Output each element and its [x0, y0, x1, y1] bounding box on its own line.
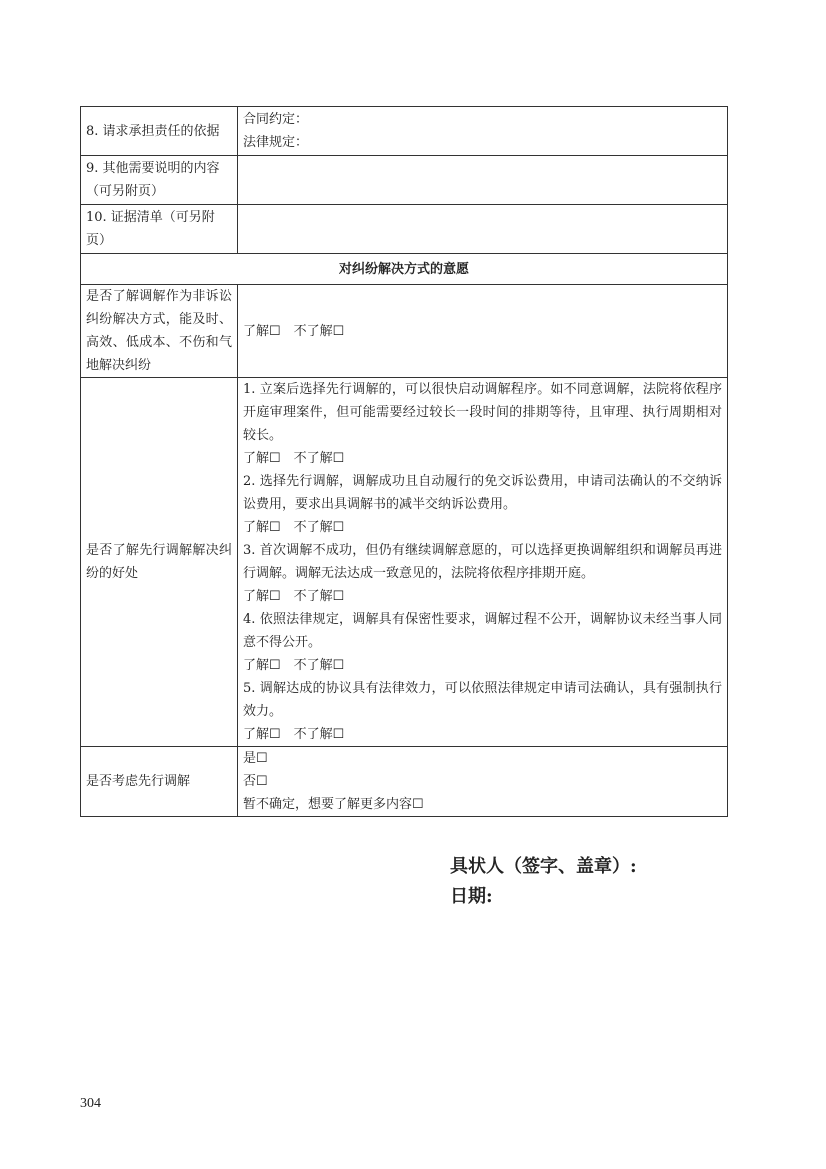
date-line: 日期:	[450, 886, 493, 907]
row-other	[81, 156, 728, 205]
benefit-3-text: 3. 首次调解不成功，但仍有继续调解意愿的，可以选择更换调解组织和调解员再进行调解。调解无法达成一致意见的，法院将依程序排期开庭。	[243, 543, 722, 581]
signer-line: 具状人（签字、盖章）:	[450, 856, 637, 877]
page-number: 304	[80, 1096, 101, 1111]
other-label: 9. 其他需要说明的内容（可另附页）	[81, 156, 238, 205]
option-undecided: 暂不确定，想要了解更多内容☐	[243, 797, 424, 812]
row-q1	[81, 285, 728, 378]
q3-options	[238, 747, 728, 817]
row-q2	[81, 378, 728, 747]
section-title: 对纠纷解决方式的意愿	[81, 254, 728, 285]
evidence-label: 10. 证据清单（可另附页）	[81, 205, 238, 254]
benefit-4-text: 4. 依照法律规定，调解具有保密性要求，调解过程不公开，调解协议未经当事人同意不得公开。	[243, 612, 722, 650]
q2-label: 是否了解先行调解解决纠纷的好处	[81, 378, 238, 747]
benefit-5-text: 5. 调解达成的协议具有法律效力，可以依照法律规定申请司法确认，具有强制执行效力。	[243, 681, 722, 719]
row-q3	[81, 747, 728, 817]
basis-label: 8. 请求承担责任的依据	[81, 107, 238, 156]
q1-answer: 了解☐ 不了解☐	[238, 285, 728, 378]
option-no: 否☐	[243, 774, 268, 789]
evidence-value	[238, 205, 728, 254]
option-yes: 是☐	[243, 751, 268, 766]
benefit-1-text: 1. 立案后选择先行调解的，可以很快启动调解程序。如不同意调解，法院将依程序开庭审理案件，但可能需要经过较长一段时间的排期等待，且审理、执行周期相对较长。	[243, 382, 722, 443]
law-basis-line: 法律规定：	[243, 135, 309, 150]
benefit-2-answer: 了解☐ 不了解☐	[243, 520, 345, 535]
row-evidence	[81, 205, 728, 254]
benefit-5-answer: 了解☐ 不了解☐	[243, 727, 345, 742]
q3-label: 是否考虑先行调解	[81, 747, 238, 817]
q2-items	[238, 378, 728, 747]
complaint-form-table	[80, 106, 728, 817]
basis-value	[238, 107, 728, 156]
benefit-2-text: 2. 选择先行调解，调解成功且自动履行的免交诉讼费用，申请司法确认的不交纳诉讼费用，要求出具调解书的减半交纳诉讼费用。	[243, 474, 722, 512]
contract-basis-line: 合同约定：	[243, 112, 309, 127]
benefit-4-answer: 了解☐ 不了解☐	[243, 658, 345, 673]
row-section-title	[81, 254, 728, 285]
q1-label: 是否了解调解作为非诉讼纠纷解决方式，能及时、高效、低成本、不伤和气地解决纠纷	[81, 285, 238, 378]
benefit-1-answer: 了解☐ 不了解☐	[243, 451, 345, 466]
row-basis	[81, 107, 728, 156]
other-value	[238, 156, 728, 205]
benefit-3-answer: 了解☐ 不了解☐	[243, 589, 345, 604]
